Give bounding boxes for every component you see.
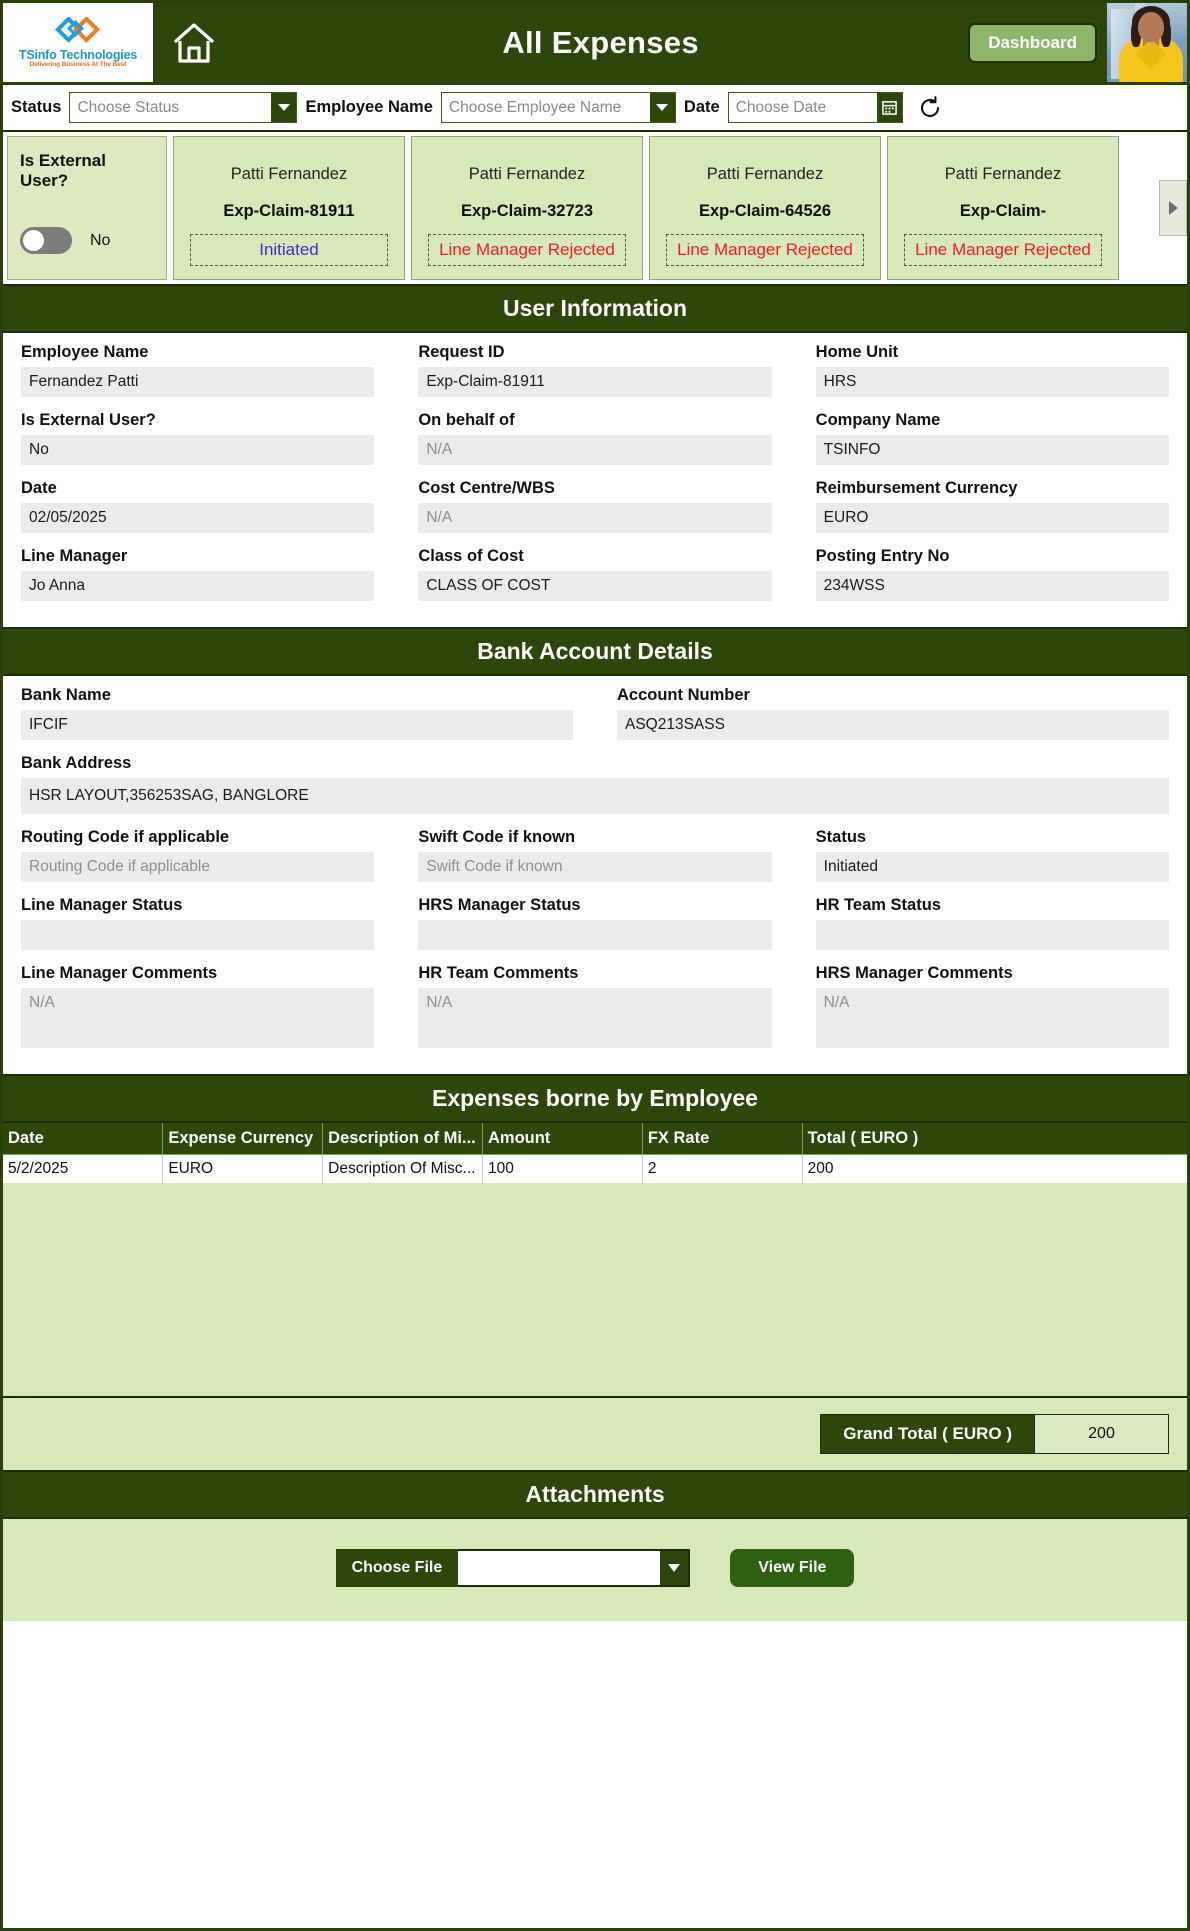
field-label: Line Manager <box>21 547 128 565</box>
field-label: Account Number <box>617 686 750 704</box>
field-posting-entry-no <box>816 547 1169 601</box>
field-label: Is External User? <box>21 411 156 429</box>
page-title-area <box>233 3 968 82</box>
choose-file-button[interactable]: Choose File <box>336 1549 459 1587</box>
claim-employee-name: Patti Fernandez <box>944 165 1062 183</box>
field-label: HRS Manager Comments <box>815 964 1013 982</box>
field-value[interactable] <box>21 920 374 950</box>
attachments-panel <box>3 1519 1187 1621</box>
view-file-button[interactable]: View File <box>730 1549 854 1587</box>
field-cost-centre-wbs <box>418 479 771 533</box>
is-external-user-value: No <box>90 231 111 249</box>
field-date <box>21 479 374 533</box>
column-header-expense-currency[interactable]: Expense Currency <box>163 1123 323 1155</box>
column-header-amount[interactable]: Amount <box>482 1123 642 1155</box>
cell-description: Description Of Misc... <box>323 1155 483 1184</box>
is-external-user-toggle[interactable] <box>20 227 72 254</box>
logo-company-name: TSinfo Technologies <box>18 48 138 62</box>
field-hr-team-status <box>816 896 1169 950</box>
dashboard-button[interactable]: Dashboard <box>968 23 1097 63</box>
field-value[interactable]: Jo Anna <box>21 571 374 601</box>
claims-card-strip <box>3 132 1187 284</box>
claim-status-badge: Line Manager Rejected <box>428 234 626 266</box>
field-line-manager-comments <box>21 964 374 1048</box>
grand-total-value: 200 <box>1035 1414 1169 1454</box>
cell-total: 200 <box>802 1155 1187 1184</box>
claim-status-badge: Initiated <box>190 234 388 266</box>
table-row[interactable] <box>3 1155 1187 1184</box>
table-header-row <box>3 1123 1187 1155</box>
employee-dropdown-value: Choose Employee Name <box>448 98 622 116</box>
is-external-user-card <box>7 136 167 280</box>
field-line-manager <box>21 547 374 601</box>
field-reimbursement-currency <box>816 479 1169 533</box>
field-value[interactable]: CLASS OF COST <box>418 571 771 601</box>
status-filter-label: Status <box>11 98 62 116</box>
field-value[interactable]: IFCIF <box>21 710 573 740</box>
claim-employee-name: Patti Fernandez <box>230 165 348 183</box>
date-picker[interactable] <box>728 92 903 123</box>
claim-card[interactable] <box>173 136 405 280</box>
field-label: Line Manager Status <box>21 896 183 914</box>
bank-account-details-panel <box>3 676 1187 1074</box>
expenses-table <box>3 1123 1187 1183</box>
date-picker-toggle[interactable] <box>877 93 902 122</box>
logo-tagline: Delivering Business At The Best <box>29 60 127 68</box>
field-value[interactable]: Fernandez Patti <box>21 367 374 397</box>
user-information-header: User Information <box>3 284 1187 333</box>
field-value[interactable] <box>418 920 771 950</box>
field-value[interactable]: EURO <box>816 503 1169 533</box>
field-value[interactable]: N/A <box>418 503 771 533</box>
tsinfo-logo-icon <box>52 17 104 47</box>
claim-id: Exp-Claim-64526 <box>698 202 832 220</box>
field-on-behalf-of <box>418 411 771 465</box>
field-label: Bank Name <box>21 686 111 704</box>
claim-status-badge: Line Manager Rejected <box>666 234 864 266</box>
cell-amount: 100 <box>482 1155 642 1184</box>
chevron-down-icon <box>656 104 668 111</box>
column-header-date[interactable]: Date <box>3 1123 163 1155</box>
expenses-header: Expenses borne by Employee <box>3 1074 1187 1123</box>
column-header-fx-rate[interactable]: FX Rate <box>642 1123 802 1155</box>
field-label: Cost Centre/WBS <box>418 479 555 497</box>
field-label: HR Team Status <box>815 896 941 914</box>
field-label: Reimbursement Currency <box>815 479 1018 497</box>
field-home-unit <box>816 343 1169 397</box>
field-label: Company Name <box>815 411 941 429</box>
field-label: Posting Entry No <box>815 547 950 565</box>
table-empty-area <box>3 1183 1187 1396</box>
field-value[interactable]: N/A <box>816 988 1169 1048</box>
field-value[interactable]: N/A <box>21 988 374 1048</box>
field-request-id <box>418 343 771 397</box>
filter-toolbar <box>3 85 1187 132</box>
field-value[interactable]: HRS <box>816 367 1169 397</box>
field-value[interactable]: ASQ213SASS <box>617 710 1169 740</box>
chevron-down-icon <box>278 104 290 111</box>
field-value[interactable] <box>816 920 1169 950</box>
expenses-table-wrap <box>3 1123 1187 1396</box>
field-line-manager-status <box>21 896 374 950</box>
field-label: Employee Name <box>21 343 149 361</box>
field-employee-name <box>21 343 374 397</box>
field-label: Status <box>815 828 867 846</box>
column-header-description[interactable]: Description of Mi... <box>323 1123 483 1155</box>
claim-card[interactable] <box>411 136 643 280</box>
field-label: HR Team Comments <box>418 964 579 982</box>
field-label: Home Unit <box>815 343 899 361</box>
field-value[interactable]: Swift Code if known <box>418 852 771 882</box>
field-label: Class of Cost <box>418 547 524 565</box>
grand-total-strip <box>3 1396 1187 1470</box>
field-is-external-user <box>21 411 374 465</box>
field-label: Swift Code if known <box>418 828 576 846</box>
grand-total-label: Grand Total ( EURO ) <box>820 1414 1035 1454</box>
field-label: Routing Code if applicable <box>21 828 230 846</box>
user-information-panel <box>3 333 1187 627</box>
scroll-right-button[interactable] <box>1159 180 1187 236</box>
company-logo <box>3 3 155 82</box>
date-picker-value: Choose Date <box>735 98 827 116</box>
claim-card[interactable] <box>887 136 1119 280</box>
field-label: HRS Manager Status <box>418 896 581 914</box>
grand-total-box <box>820 1414 1169 1454</box>
page-title: All Expenses <box>502 24 699 60</box>
claim-status-badge: Line Manager Rejected <box>904 234 1102 266</box>
field-hrs-manager-status <box>418 896 771 950</box>
claim-employee-name: Patti Fernandez <box>706 165 824 183</box>
home-button[interactable] <box>155 3 233 82</box>
cell-expense-currency: EURO <box>163 1155 323 1184</box>
toggle-knob <box>23 230 44 251</box>
status-dropdown-toggle[interactable] <box>271 93 296 122</box>
employee-filter-label: Employee Name <box>305 98 433 116</box>
column-header-total[interactable]: Total ( EURO ) <box>802 1123 1187 1155</box>
choose-file-group <box>336 1549 691 1587</box>
user-avatar <box>1107 3 1187 82</box>
field-value[interactable]: Initiated <box>816 852 1169 882</box>
home-icon <box>170 19 218 67</box>
chevron-right-icon <box>1169 201 1178 215</box>
claim-card[interactable] <box>649 136 881 280</box>
bank-account-details-header: Bank Account Details <box>3 627 1187 676</box>
field-label: Bank Address <box>21 754 132 772</box>
date-filter-label: Date <box>683 98 720 116</box>
claim-id: Exp-Claim- <box>959 202 1047 220</box>
field-account-number <box>617 686 1169 740</box>
chevron-down-icon <box>668 1564 680 1572</box>
app-header <box>3 3 1187 85</box>
claim-id: Exp-Claim-81911 <box>223 202 355 220</box>
field-value[interactable]: 02/05/2025 <box>21 503 374 533</box>
field-value[interactable]: Routing Code if applicable <box>21 852 374 882</box>
refresh-button[interactable] <box>915 93 945 123</box>
field-value[interactable]: N/A <box>418 988 771 1048</box>
cell-fx-rate: 2 <box>642 1155 802 1184</box>
claim-id: Exp-Claim-32723 <box>460 202 594 220</box>
field-value[interactable]: N/A <box>418 435 771 465</box>
employee-dropdown[interactable] <box>441 92 676 123</box>
field-label: Line Manager Comments <box>21 964 218 982</box>
field-value[interactable]: No <box>21 435 374 465</box>
field-status <box>816 828 1169 882</box>
field-company-name <box>816 411 1169 465</box>
field-value[interactable]: Exp-Claim-81911 <box>418 367 771 397</box>
status-dropdown[interactable] <box>69 92 297 123</box>
status-dropdown-value: Choose Status <box>77 98 180 116</box>
file-select-dropdown[interactable] <box>458 1549 690 1587</box>
claim-employee-name: Patti Fernandez <box>468 165 586 183</box>
attachments-header: Attachments <box>3 1470 1187 1519</box>
file-select-toggle[interactable] <box>660 1551 688 1585</box>
field-label: Date <box>21 479 57 497</box>
file-select-value <box>458 1551 660 1585</box>
field-routing-code <box>21 828 374 882</box>
calendar-icon <box>882 100 897 115</box>
field-swift-code <box>418 828 771 882</box>
refresh-icon <box>917 95 943 121</box>
field-value[interactable]: HSR LAYOUT,356253SAG, BANGLORE <box>21 778 1169 814</box>
is-external-user-label: Is External User? <box>20 151 106 190</box>
field-value[interactable]: TSINFO <box>816 435 1169 465</box>
field-bank-name <box>21 686 573 740</box>
field-hr-team-comments <box>418 964 771 1048</box>
field-label: Request ID <box>418 343 505 361</box>
cell-date: 5/2/2025 <box>3 1155 163 1184</box>
field-bank-address <box>21 754 1169 814</box>
field-label: On behalf of <box>418 411 515 429</box>
employee-dropdown-toggle[interactable] <box>650 93 675 122</box>
field-value[interactable]: 234WSS <box>816 571 1169 601</box>
field-class-of-cost <box>418 547 771 601</box>
field-hrs-manager-comments <box>816 964 1169 1048</box>
